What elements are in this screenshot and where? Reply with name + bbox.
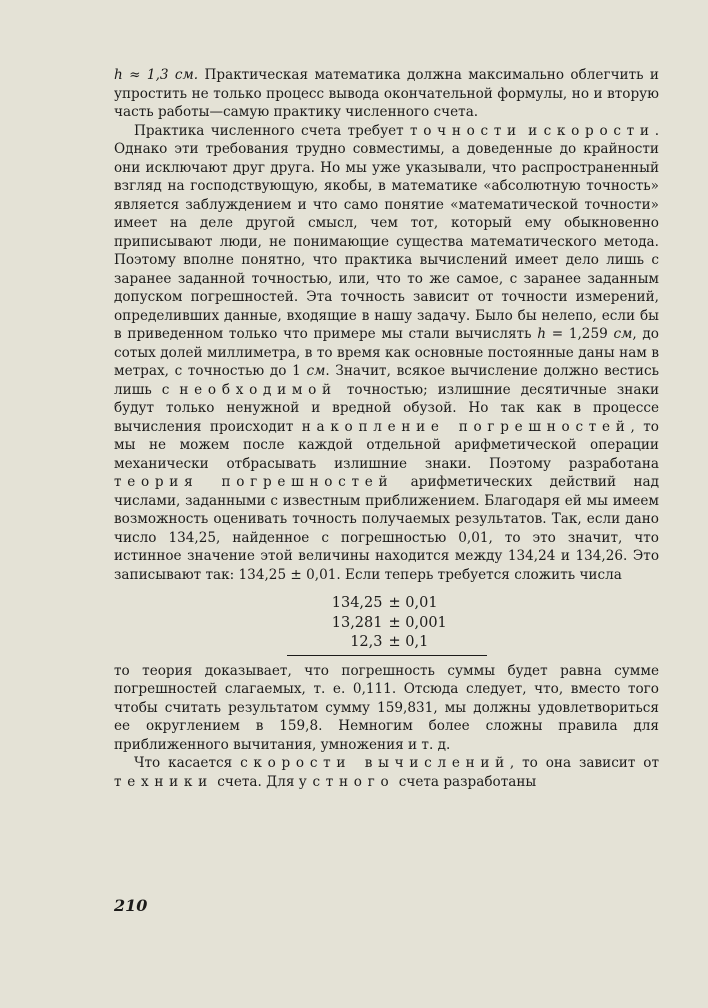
body-text [114,66,659,791]
spaced-emphasis: точности [410,122,522,139]
sum-row [287,594,487,614]
text-run: арифметических действий над числами, заданными с известным приближением. Благодаря ей мы имеем возможность оценивать точность получаемых результатов. Так, если дано число 134,25, найденное с погрешностью 0,01, то это значит, что истинное значение этой величины находится между 134,24 и 134,26. Это записывают так: 134,25 ± 0,01. Если теперь требуется сложить числа [114,474,659,583]
spaced-emphasis: техники [114,773,213,790]
italic-text: h ≈ 1,3 см. [114,67,199,83]
italic-text: h [537,326,546,342]
italic-text: см [306,363,326,379]
sum-column [287,594,487,656]
text-run: . Однако эти требования трудно совместимы, а доведенные до крайности они исключают друг друга. Но мы уже указывали, что распространенный взгляд на господствующую, якобы, в математике «абсолютную точность» является заблуждением и что само понятие «математической точности» имеет на деле другой смысл, чем тот, который ему обыкновенно приписывают люди, не понимающие существа математического метода. Поэтому вполне понятно, что практика вычислений имеет дело лишь с заранее заданной точностью, или, что то же самое, с заранее заданным допуском погрешностей. Эта точность зависит от точности измерений, определивших данные, входящие в нашу задачу. Было бы нелепо, если бы в приведенном только что примере мы стали вычислять [114,122,660,342]
italic-text: см [613,326,633,342]
text-run: , до сотых долей миллиметра, в то время как основные постоянные даны нам в метрах, с точностью до 1 [114,326,659,379]
spaced-emphasis: накопление погрешностей [301,418,631,435]
text-run: , то мы не можем после каждой отдельной арифметической операции механически отбрасывать излишние знаки. Поэтому разработана [114,418,659,472]
addend: 134,25 [331,595,383,611]
text-run: , то она зависит от [509,755,659,771]
text-run: = 1,259 [545,326,614,342]
sum-row [287,614,487,634]
text-run: то теория доказывает, что погрешность суммы будет равна сумме погрешностей слагаемых, т. е. 0,111. Отсюда следует, что, вместо того чтобы считать результатом сумму 159,831, мы должны удовлетвориться ее округлением в 159,8. Немногим более сложны правила для приближенного вычитания, умножения и т. д. [114,662,659,753]
error-term: ± 0,001 [388,614,447,631]
paragraph [114,122,659,585]
error-term: ± 0,1 [388,634,429,650]
addend: 12,3 [350,634,383,650]
addend: 13,281 [331,614,383,631]
text-run: счета разработаны [394,773,537,790]
text-run: . Значит, всякое вычисление должно вестись лишь с [114,363,659,398]
spaced-emphasis: необходимой [179,381,337,398]
spaced-emphasis: скорости вычислений [240,755,510,771]
text-run: точностью; излишние десятичные знаки будут только ненужной и вредной обузой. Но так как в процессе вычисления происходит [114,381,659,435]
sum-row [287,633,487,653]
text-run: Практика численного счета требует [134,122,410,139]
paragraph [114,754,659,791]
page-number: 210 [114,896,148,915]
paragraph [114,662,659,755]
text-run: счета. Для [212,773,299,790]
error-term: ± 0,01 [388,595,438,611]
text-run: и [521,122,544,139]
text-after-sum [114,662,659,792]
text-before-sum [114,66,659,584]
spaced-emphasis: теория погрешностей [114,474,394,490]
paragraph [114,66,659,122]
text-run: Практическая математика должна максимально облегчить и упростить не только процесс вывода окончательной формулы, но и вторую часть работы—самую практику численного счета. [114,67,659,120]
spaced-emphasis: устного [298,773,395,790]
spaced-emphasis: скорости [543,122,655,139]
text-run: Что касается [134,755,241,771]
